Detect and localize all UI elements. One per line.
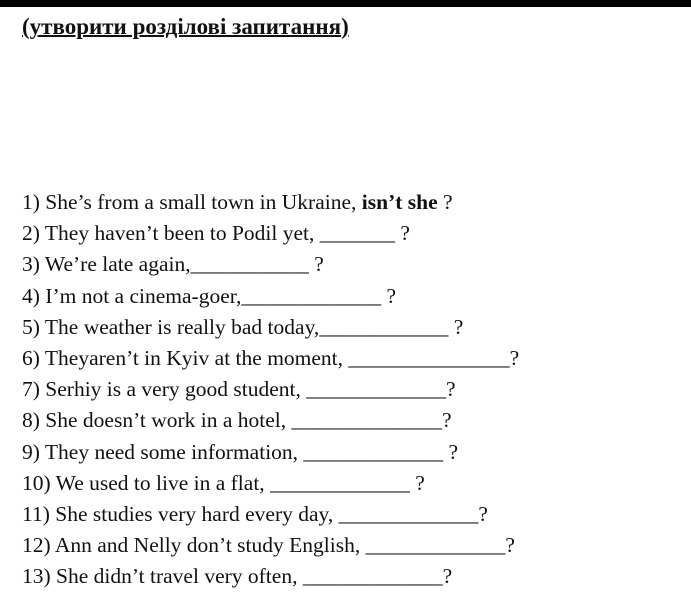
- question-mark: ?: [478, 502, 488, 527]
- item-text: 2) They haven’t been to Podil yet,: [22, 221, 320, 246]
- answer-blank[interactable]: _____________: [241, 283, 382, 308]
- item-text: 5) The weather is really bad today,: [22, 314, 320, 339]
- question-mark: ?: [381, 283, 397, 308]
- question-mark: ?: [308, 252, 324, 277]
- question-mark: ?: [442, 564, 453, 589]
- answer-blank[interactable]: _____________: [306, 377, 446, 402]
- exercise-item: [22, 343, 519, 374]
- exercise-item: [22, 437, 519, 468]
- item-text: 11) She studies very hard every day,: [22, 502, 339, 527]
- item-text: 8) She doesn’t work in a hotel,: [22, 408, 292, 433]
- exercise-item: [22, 281, 519, 312]
- answer-blank[interactable]: ______________: [291, 408, 443, 433]
- question-mark: ?: [437, 190, 453, 214]
- question-mark: ?: [446, 377, 456, 402]
- page-title: (утворити розділові запитання): [22, 14, 349, 39]
- answer-blank[interactable]: _______: [319, 221, 396, 246]
- item-text: 1) She’s from a small town in Ukraine,: [22, 190, 362, 214]
- question-mark: ?: [443, 439, 459, 464]
- answer-blank[interactable]: ___________: [190, 252, 309, 277]
- item-text: 10) We used to live in a flat,: [22, 470, 271, 495]
- exercise-item: [22, 468, 519, 499]
- answer-blank[interactable]: _____________: [338, 502, 479, 527]
- item-text: 7) Serhiy is a very good student,: [22, 377, 307, 402]
- exercise-item: [22, 374, 519, 405]
- exercise-item: [22, 249, 519, 280]
- exercise-item: [22, 405, 519, 436]
- question-mark: ?: [409, 470, 425, 495]
- question-mark: ?: [442, 408, 452, 433]
- answer-blank[interactable]: ____________: [319, 314, 449, 339]
- item-text: 4) I’m not a cinema-goer,: [22, 283, 242, 308]
- item-text: 13) She didn’t travel very often,: [22, 564, 303, 589]
- question-mark: ?: [505, 533, 515, 558]
- question-mark: ?: [509, 346, 520, 371]
- exercise-item: [22, 218, 519, 249]
- exercise-item: [22, 530, 519, 561]
- question-mark: ?: [395, 221, 410, 246]
- item-text: 12) Ann and Nelly don’t study English,: [22, 533, 366, 558]
- answer-blank[interactable]: _____________: [303, 439, 444, 464]
- item-text: 6) Theyaren’t in Kyiv at the moment,: [22, 346, 349, 371]
- answer-blank[interactable]: _____________: [302, 564, 443, 589]
- exercise-item: [22, 561, 519, 592]
- exercise-item: [22, 312, 519, 343]
- answer-blank[interactable]: _____________: [365, 533, 506, 558]
- exercise-list: [22, 187, 519, 593]
- exercise-item: [22, 499, 519, 530]
- top-border: [0, 0, 691, 7]
- item-answer: isn’t she: [361, 190, 438, 214]
- item-text: 3) We’re late again,: [22, 252, 191, 277]
- answer-blank[interactable]: _____________: [270, 470, 410, 495]
- question-mark: ?: [448, 314, 464, 339]
- item-text: 9) They need some information,: [22, 439, 304, 464]
- exercise-item: [22, 187, 519, 218]
- answer-blank[interactable]: _______________: [348, 346, 510, 371]
